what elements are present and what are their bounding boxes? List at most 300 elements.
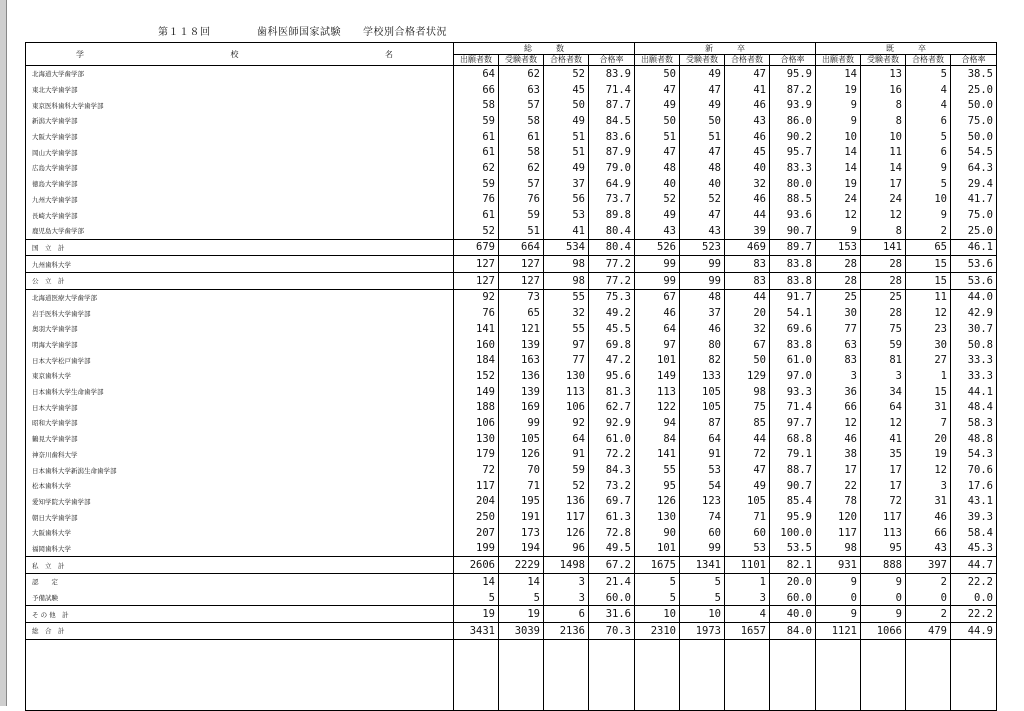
cell-value: 99 (680, 541, 725, 557)
cell-value: 1973 (680, 623, 725, 640)
school-name: 東京医科歯科大学歯学部 (32, 101, 104, 110)
page-edge-line (6, 0, 7, 706)
school-name: 私 立 計 (26, 557, 454, 574)
cell-value: 64 (635, 321, 680, 337)
cell-value: 44.7 (951, 557, 997, 574)
cell-value: 61.0 (770, 352, 816, 368)
cell-value: 52 (544, 66, 589, 82)
cell-value: 9 (816, 223, 861, 239)
cell-value: 20 (725, 305, 770, 321)
cell-value: 6 (906, 113, 951, 129)
cell-value: 52 (635, 192, 680, 208)
cell-value: 10 (861, 129, 906, 145)
cell-value: 39.3 (951, 509, 997, 525)
school-name: 明海大学歯学部 (32, 341, 78, 350)
cell-value: 10 (816, 129, 861, 145)
cell-value: 87.2 (770, 82, 816, 98)
school-name: そ の 他 計 (26, 606, 454, 623)
report-title: 学校別合格者状況 (363, 27, 447, 38)
cell-value: 3 (861, 368, 906, 384)
cell-value: 99 (635, 272, 680, 289)
cell-value: 105 (499, 431, 544, 447)
cell-value: 51 (499, 223, 544, 239)
cell-value: 80.0 (770, 176, 816, 192)
school-name: 日本歯科大学新潟生命歯学部 (32, 466, 117, 475)
cell-value: 163 (499, 352, 544, 368)
cell-value: 19 (906, 447, 951, 463)
cell-value: 96 (544, 541, 589, 557)
cell-value: 43 (635, 223, 680, 239)
table-row (26, 368, 997, 384)
cell-value: 63 (816, 337, 861, 353)
cell-value: 11 (861, 144, 906, 160)
column-header: 合格者数 (544, 55, 589, 66)
cell-value: 15 (906, 272, 951, 289)
column-header: 出願者数 (635, 55, 680, 66)
cell-value: 72.2 (589, 447, 635, 463)
cell-value: 95 (861, 541, 906, 557)
cell-value: 0 (861, 590, 906, 606)
cell-value: 92 (454, 289, 499, 305)
cell-value: 47 (680, 82, 725, 98)
cell-value: 101 (635, 352, 680, 368)
cell-value: 3 (816, 368, 861, 384)
table-row (26, 399, 997, 415)
cell-value: 126 (499, 447, 544, 463)
cell-value: 73 (499, 289, 544, 305)
cell-value: 888 (861, 557, 906, 574)
cell-value: 22 (816, 478, 861, 494)
cell-value: 5 (635, 574, 680, 590)
cell-value: 47 (680, 207, 725, 223)
cell-value: 97 (635, 337, 680, 353)
cell-value: 50.8 (951, 337, 997, 353)
cell-value: 32 (725, 321, 770, 337)
cell-value: 33.3 (951, 368, 997, 384)
cell-value: 17 (861, 478, 906, 494)
school-name: 日本大学松戸歯学部 (32, 356, 91, 365)
cell-value: 46.1 (951, 239, 997, 256)
cell-value: 69.6 (770, 321, 816, 337)
cell-value: 83 (816, 352, 861, 368)
cell-value: 71.4 (770, 399, 816, 415)
school-name: 新潟大学歯学部 (32, 117, 78, 126)
school-name: 北海道医療大学歯学部 (32, 293, 97, 302)
cell-value: 95 (635, 478, 680, 494)
cell-value: 48 (680, 289, 725, 305)
table-row (26, 384, 997, 400)
cell-value: 58 (499, 113, 544, 129)
cell-value: 91 (544, 447, 589, 463)
cell-value: 67 (635, 289, 680, 305)
table-row (26, 256, 997, 273)
cell-value: 194 (499, 541, 544, 557)
table-row (26, 321, 997, 337)
cell-value: 72 (725, 447, 770, 463)
cell-value: 55 (544, 289, 589, 305)
table-row (26, 352, 997, 368)
cell-value: 22.2 (951, 606, 997, 623)
cell-value: 83.6 (589, 129, 635, 145)
cell-value: 3 (906, 478, 951, 494)
cell-value: 10 (635, 606, 680, 623)
cell-value: 25.0 (951, 223, 997, 239)
table-row (26, 82, 997, 98)
cell-value: 3 (725, 590, 770, 606)
column-header: 合格者数 (906, 55, 951, 66)
cell-value: 53.6 (951, 256, 997, 273)
cell-value: 179 (454, 447, 499, 463)
table-row (26, 160, 997, 176)
cell-value: 30 (816, 305, 861, 321)
school-name: 愛知学院大学歯学部 (32, 497, 91, 506)
cell-value: 14 (861, 160, 906, 176)
cell-value: 64 (861, 399, 906, 415)
cell-value: 78 (816, 494, 861, 510)
table-row (26, 207, 997, 223)
cell-value: 33.3 (951, 352, 997, 368)
cell-value: 52 (680, 192, 725, 208)
empty-cell (454, 639, 499, 710)
empty-cell (544, 639, 589, 710)
cell-value: 46 (906, 509, 951, 525)
cell-value: 129 (725, 368, 770, 384)
table-row (26, 337, 997, 353)
cell-value: 2136 (544, 623, 589, 640)
cell-value: 49 (635, 97, 680, 113)
cell-value: 2 (906, 606, 951, 623)
cell-value: 1121 (816, 623, 861, 640)
cell-value: 188 (454, 399, 499, 415)
cell-value: 85 (725, 415, 770, 431)
cell-value: 73.7 (589, 192, 635, 208)
cell-value: 2310 (635, 623, 680, 640)
cell-value: 43 (725, 113, 770, 129)
blank-row (26, 639, 997, 710)
cell-value: 36 (816, 384, 861, 400)
cell-value: 45.3 (951, 541, 997, 557)
empty-cell (589, 639, 635, 710)
cell-value: 63 (499, 82, 544, 98)
cell-value: 117 (816, 525, 861, 541)
cell-value: 11 (906, 289, 951, 305)
cell-value: 51 (544, 144, 589, 160)
cell-value: 66 (816, 399, 861, 415)
cell-value: 46 (635, 305, 680, 321)
cell-value: 5 (680, 590, 725, 606)
cell-value: 31 (906, 494, 951, 510)
cell-value: 49.5 (589, 541, 635, 557)
cell-value: 127 (454, 272, 499, 289)
cell-value: 6 (544, 606, 589, 623)
cell-value: 48.8 (951, 431, 997, 447)
cell-value: 12 (906, 462, 951, 478)
cell-value: 98 (816, 541, 861, 557)
cell-value: 66 (454, 82, 499, 98)
cell-value: 95.9 (770, 509, 816, 525)
table-row (26, 97, 997, 113)
empty-cell (906, 639, 951, 710)
cell-value: 4 (725, 606, 770, 623)
cell-value: 41 (544, 223, 589, 239)
cell-value: 8 (861, 223, 906, 239)
cell-value: 45.5 (589, 321, 635, 337)
cell-value: 136 (544, 494, 589, 510)
cell-value: 117 (544, 509, 589, 525)
cell-value: 77 (544, 352, 589, 368)
cell-value: 931 (816, 557, 861, 574)
cell-value: 49 (544, 160, 589, 176)
cell-value: 56 (544, 192, 589, 208)
cell-value: 12 (816, 415, 861, 431)
school-name: 松本歯科大学 (32, 482, 71, 491)
cell-value: 113 (544, 384, 589, 400)
cell-value: 80 (680, 337, 725, 353)
cell-value: 17 (816, 462, 861, 478)
cell-value: 48 (680, 160, 725, 176)
cell-value: 69.8 (589, 337, 635, 353)
cell-value: 149 (635, 368, 680, 384)
table-row (26, 478, 997, 494)
cell-value: 44 (725, 207, 770, 223)
school-name: 大阪大学歯学部 (32, 133, 78, 142)
table-row (26, 509, 997, 525)
cell-value: 50.0 (951, 97, 997, 113)
cell-value: 534 (544, 239, 589, 256)
cell-value: 28 (861, 272, 906, 289)
cell-value: 99 (635, 256, 680, 273)
column-header: 合格者数 (725, 55, 770, 66)
cell-value: 3039 (499, 623, 544, 640)
cell-value: 61.0 (589, 431, 635, 447)
cell-value: 2229 (499, 557, 544, 574)
cell-value: 53 (725, 541, 770, 557)
cell-value: 469 (725, 239, 770, 256)
column-header: 受験者数 (680, 55, 725, 66)
cell-value: 14 (816, 160, 861, 176)
cell-value: 28 (816, 256, 861, 273)
cell-value: 55 (635, 462, 680, 478)
cell-value: 84.5 (589, 113, 635, 129)
cell-value: 106 (454, 415, 499, 431)
cell-value: 53.6 (951, 272, 997, 289)
cell-value: 10 (906, 192, 951, 208)
cell-value: 68.8 (770, 431, 816, 447)
table-row (26, 113, 997, 129)
cell-value: 1101 (725, 557, 770, 574)
cell-value: 38.5 (951, 66, 997, 82)
cell-value: 47 (635, 82, 680, 98)
cell-value: 71 (725, 509, 770, 525)
cell-value: 133 (680, 368, 725, 384)
cell-value: 126 (544, 525, 589, 541)
cell-value: 84.0 (770, 623, 816, 640)
cell-value: 44 (725, 289, 770, 305)
cell-value: 77.2 (589, 272, 635, 289)
subtotal-row (26, 623, 997, 640)
cell-value: 105 (680, 384, 725, 400)
table-row (26, 590, 997, 606)
cell-value: 75.3 (589, 289, 635, 305)
cell-value: 10 (680, 606, 725, 623)
cell-value: 76 (454, 305, 499, 321)
cell-value: 5 (906, 66, 951, 82)
cell-value: 74 (680, 509, 725, 525)
table-row (26, 447, 997, 463)
cell-value: 84 (635, 431, 680, 447)
cell-value: 141 (861, 239, 906, 256)
cell-value: 49 (680, 97, 725, 113)
cell-value: 106 (544, 399, 589, 415)
cell-value: 73.2 (589, 478, 635, 494)
cell-value: 52 (454, 223, 499, 239)
cell-value: 55 (544, 321, 589, 337)
cell-value: 169 (499, 399, 544, 415)
cell-value: 53 (544, 207, 589, 223)
cell-value: 90.7 (770, 478, 816, 494)
school-name: 九州大学歯学部 (32, 195, 78, 204)
cell-value: 0 (816, 590, 861, 606)
cell-value: 1 (906, 368, 951, 384)
cell-value: 25.0 (951, 82, 997, 98)
cell-value: 42.9 (951, 305, 997, 321)
cell-value: 664 (499, 239, 544, 256)
cell-value: 113 (861, 525, 906, 541)
cell-value: 47 (725, 66, 770, 82)
cell-value: 20 (906, 431, 951, 447)
cell-value: 100.0 (770, 525, 816, 541)
cell-value: 15 (906, 384, 951, 400)
cell-value: 60 (680, 525, 725, 541)
cell-value: 61 (454, 144, 499, 160)
cell-value: 58.3 (951, 415, 997, 431)
cell-value: 62 (499, 66, 544, 82)
school-name: 昭和大学歯学部 (32, 419, 78, 428)
cell-value: 83.9 (589, 66, 635, 82)
cell-value: 99 (499, 415, 544, 431)
cell-value: 29.4 (951, 176, 997, 192)
cell-value: 41 (725, 82, 770, 98)
cell-value: 117 (861, 509, 906, 525)
cell-value: 76 (499, 192, 544, 208)
column-header: 受験者数 (861, 55, 906, 66)
cell-value: 72 (454, 462, 499, 478)
cell-value: 9 (816, 606, 861, 623)
cell-value: 3431 (454, 623, 499, 640)
cell-value: 93.9 (770, 97, 816, 113)
cell-value: 51 (635, 129, 680, 145)
cell-value: 0.0 (951, 590, 997, 606)
cell-value: 250 (454, 509, 499, 525)
cell-value: 98 (544, 256, 589, 273)
cell-value: 127 (499, 272, 544, 289)
cell-value: 30 (906, 337, 951, 353)
cell-value: 70.3 (589, 623, 635, 640)
cell-value: 14 (454, 574, 499, 590)
cell-value: 83.8 (770, 272, 816, 289)
cell-value: 191 (499, 509, 544, 525)
cell-value: 71.4 (589, 82, 635, 98)
cell-value: 9 (906, 160, 951, 176)
cell-value: 9 (816, 574, 861, 590)
cell-value: 46 (816, 431, 861, 447)
cell-value: 79.0 (589, 160, 635, 176)
cell-value: 19 (816, 176, 861, 192)
cell-value: 59 (499, 207, 544, 223)
column-header: 合格率 (589, 55, 635, 66)
cell-value: 62.7 (589, 399, 635, 415)
school-name: 広島大学歯学部 (32, 164, 78, 173)
cell-value: 4 (906, 97, 951, 113)
cell-value: 65 (499, 305, 544, 321)
cell-value: 59 (454, 113, 499, 129)
cell-value: 679 (454, 239, 499, 256)
cell-value: 92.9 (589, 415, 635, 431)
table-row (26, 66, 997, 82)
cell-value: 48.4 (951, 399, 997, 415)
cell-value: 130 (544, 368, 589, 384)
cell-value: 47 (725, 462, 770, 478)
cell-value: 64 (544, 431, 589, 447)
cell-value: 87.7 (589, 97, 635, 113)
subtotal-row (26, 557, 997, 574)
cell-value: 43 (906, 541, 951, 557)
cell-value: 61 (454, 207, 499, 223)
empty-cell (770, 639, 816, 710)
cell-value: 9 (906, 207, 951, 223)
cell-value: 32 (544, 305, 589, 321)
table-row (26, 541, 997, 557)
cell-value: 44.0 (951, 289, 997, 305)
cell-value: 204 (454, 494, 499, 510)
school-name: 鶴見大学歯学部 (32, 435, 78, 444)
cell-value: 24 (861, 192, 906, 208)
cell-value: 75.0 (951, 207, 997, 223)
group-new-grad-header: 新 卒 (635, 43, 816, 55)
cell-value: 195 (499, 494, 544, 510)
cell-value: 59 (544, 462, 589, 478)
cell-value: 19 (816, 82, 861, 98)
cell-value: 122 (635, 399, 680, 415)
cell-value: 43 (680, 223, 725, 239)
cell-value: 1341 (680, 557, 725, 574)
school-name: 長崎大学歯学部 (32, 211, 78, 220)
cell-value: 75 (861, 321, 906, 337)
cell-value: 60.0 (770, 590, 816, 606)
cell-value: 44.9 (951, 623, 997, 640)
table-row (26, 192, 997, 208)
cell-value: 19 (454, 606, 499, 623)
cell-value: 52 (544, 478, 589, 494)
cell-value: 43.1 (951, 494, 997, 510)
cell-value: 153 (816, 239, 861, 256)
cell-value: 53 (680, 462, 725, 478)
cell-value: 5 (635, 590, 680, 606)
table-row (26, 305, 997, 321)
school-name: 公 立 計 (26, 272, 454, 289)
cell-value: 82 (680, 352, 725, 368)
cell-value: 58 (499, 144, 544, 160)
cell-value: 93.3 (770, 384, 816, 400)
table-row (26, 176, 997, 192)
group-total-header: 総 数 (454, 43, 635, 55)
cell-value: 141 (635, 447, 680, 463)
cell-value: 21.4 (589, 574, 635, 590)
cell-value: 57 (499, 176, 544, 192)
cell-value: 199 (454, 541, 499, 557)
cell-value: 139 (499, 337, 544, 353)
cell-value: 127 (499, 256, 544, 273)
